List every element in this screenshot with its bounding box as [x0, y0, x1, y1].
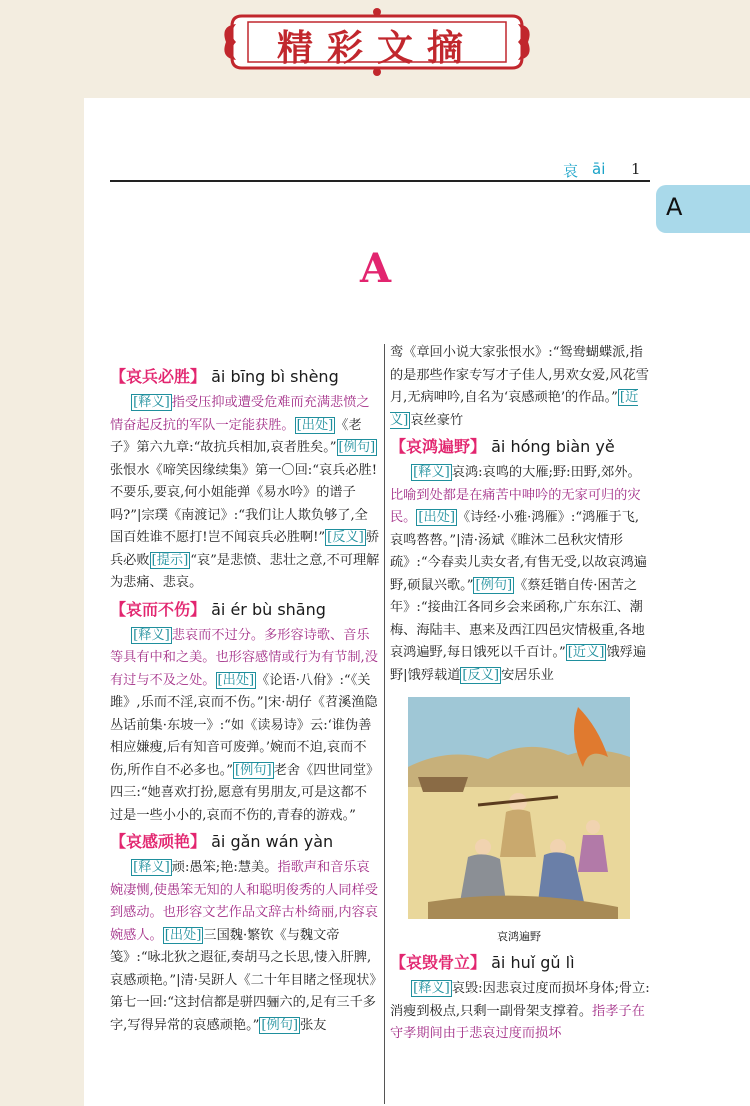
- entry-label-tag: [近义]: [567, 645, 605, 660]
- entry-text: 饿殍遍野|饿殍载道: [390, 645, 647, 683]
- entry-text: “哀”是悲愤、悲壮之意,不可理解为悲痛、悲哀。: [110, 552, 380, 590]
- entry-pinyin: āi ér bù shāng: [206, 599, 326, 619]
- entry-label-tag: [释义]: [413, 981, 450, 996]
- entry-pinyin: āi bīng bì shèng: [206, 367, 339, 386]
- entry-label-tag: [出处]: [418, 510, 456, 525]
- running-header-word: 哀: [563, 162, 579, 180]
- entry-label-tag: [释义]: [133, 860, 170, 875]
- right-column: [390, 342, 652, 687]
- entry-body: [390, 978, 652, 1046]
- illustration-refugees: [408, 697, 630, 919]
- entry-definition-highlight: 指受压抑或遭受危难而充满悲愤之情奋起反抗的军队一定能获胜。: [110, 395, 370, 433]
- entry-label-tag: [出处]: [296, 417, 334, 433]
- entry-definition-highlight: 悲哀而不过分。多形容诗歌、音乐等具有中和之美。也形容感情或行为有节制,没有过与不及之处。: [110, 627, 378, 688]
- entry-label-tag: [例句]: [475, 577, 513, 593]
- entry-text: 哀鸿:哀鸣的大雁;野:田野,郊外。: [451, 465, 641, 480]
- section-tab-letter: A: [666, 193, 683, 221]
- entry-label-tag: [释义]: [133, 627, 170, 643]
- running-header-pinyin: āi: [592, 160, 606, 178]
- entry-pinyin: āi gǎn wán yàn: [206, 832, 334, 851]
- section-letter: A: [360, 245, 392, 292]
- entry-headword: 【哀毁骨立】: [390, 953, 487, 972]
- entry-label-tag: [例句]: [261, 1017, 299, 1033]
- entry-headword-line: [390, 950, 652, 976]
- entry-text: 三国魏·繁钦《与魏文帝笺》:“咏北狄之遐征,奏胡马之长思,悽入肝脾,哀感顽艳。”|清·吴趼人《二十年目睹之怪现状》第七一回:“这封信都是骈四骊六的,足有三千多字,写得异常的哀感顽艳。”: [110, 927, 376, 1033]
- entry-text: 张友: [300, 1017, 327, 1033]
- dictionary-entry: [390, 342, 652, 432]
- entry-text: 安居乐业: [501, 667, 554, 683]
- entry-text: 《老子》第六九章:“故抗兵相加,哀者胜矣。”: [110, 417, 362, 455]
- header-rule: [110, 180, 650, 182]
- entry-body: [110, 392, 380, 595]
- entry-headword-line: [110, 364, 380, 390]
- dictionary-entry: [110, 829, 380, 1037]
- entry-label-tag: [释义]: [133, 395, 170, 410]
- dictionary-entry: [110, 364, 380, 595]
- section-thumb-tab[interactable]: [656, 185, 750, 233]
- entry-label-tag: [提示]: [151, 552, 189, 568]
- entry-headword: 【哀鸿遍野】: [390, 437, 487, 456]
- entry-label-tag: [反义]: [327, 530, 364, 545]
- entry-headword: 【哀感顽艳】: [110, 832, 207, 851]
- entry-headword: 【哀而不伤】: [110, 599, 207, 619]
- entry-text: 哀毁:因悲哀过度而损坏身体;骨立:消瘦到极点,只剩一副骨架支撑着。: [390, 981, 650, 1019]
- entry-definition-highlight: 指孝子在守孝期间由于悲哀过度而损坏: [390, 1003, 645, 1041]
- entry-text: 骄兵必败: [110, 530, 380, 568]
- entry-definition-highlight: 指歌声和音乐哀婉凄恻,使愚笨无知的人和聪明俊秀的人同样受到感动。也形容文艺作品文辞古朴绮丽,内容哀婉感人。: [110, 860, 378, 943]
- entry-text: 《论语·八佾》:“《关雎》,乐而不淫,哀而不伤。”|宋·胡仔《苕溪渔隐丛话前集·东坡一》:“如《读易诗》云:‘谁伪善相应嫌瘦,后有知音可废弹。’婉而不迫,哀而不伤,所作自不必多也。”: [110, 672, 378, 778]
- entry-text: 《诗经·小雅·鸿雁》:“鸿雁于飞,哀鸣嗸嗸。”|清·汤斌《睢沐二邑秋灾情形疏》:“今春卖儿卖女者,有售无受,以故哀鸿遍野,硕鼠兴歌。”: [390, 510, 647, 593]
- entry-label-tag: [反义]: [462, 667, 500, 683]
- entry-label-tag: [例句]: [235, 762, 272, 778]
- entry-label-tag: [出处]: [164, 927, 202, 943]
- entry-label-tag: [释义]: [413, 465, 450, 480]
- left-column: [110, 362, 380, 1037]
- entry-text: 《蔡廷锴自传·困苦之年》:“接曲江各同乡会来函称,广东东江、潮梅、海陆丰、惠来及西江四邑灾情极重,各地哀鸿遍野,每日饿死以千百计。”: [390, 577, 645, 660]
- entry-body: [390, 462, 652, 687]
- entry-pinyin: āi hóng biàn yě: [486, 437, 615, 456]
- entry-headword-line: [390, 434, 652, 460]
- entry-headword-line: [110, 597, 380, 623]
- entry-text: 老舍《四世同堂》四三:“她喜欢打扮,愿意有男朋友,可是这都不过是一些小小的,哀而不伤的,青春的游戏。”: [110, 762, 380, 823]
- banner-title: 精彩文摘: [276, 27, 477, 69]
- entry-body: [110, 857, 380, 1037]
- entry-text: 张恨水《啼笑因缘续集》第一〇回:“哀兵必胜!不要乐,要哀,何小姐能弹《易水吟》的谱子吗?”|宗璞《南渡记》:“我们让人欺负够了,全国百姓谁不愿打!岂不闻哀兵必胜啊!”: [110, 462, 378, 545]
- entry-aihuiguli: [390, 948, 652, 1046]
- entry-label-tag: [例句]: [338, 440, 376, 455]
- entry-text: 鸾《章回小说大家张恨水》:“鸳鸯蝴蝶派,指的是那些作家专写才子佳人,男欢女爱,风花雪月,无病呻吟,自名为‘哀感顽艳’的作品。”: [390, 345, 649, 405]
- dictionary-entry: [390, 434, 652, 687]
- entry-body: [390, 342, 652, 432]
- page-number: 1: [631, 160, 641, 178]
- entry-headword-line: [110, 829, 380, 855]
- dictionary-entry: [110, 597, 380, 828]
- entry-headword: 【哀兵必胜】: [110, 367, 207, 386]
- entry-text: 哀丝豪竹: [410, 412, 464, 428]
- entry-pinyin: āi huǐ gǔ lì: [486, 953, 575, 972]
- entry-text: 顽:愚笨;艳:慧美。: [171, 860, 278, 875]
- entry-label-tag: [出处]: [217, 672, 255, 688]
- entry-label-tag: [近义]: [390, 390, 639, 428]
- dictionary-entry: [390, 950, 652, 1046]
- column-divider: [384, 344, 385, 1104]
- entry-body: [110, 625, 380, 828]
- title-banner: [222, 6, 532, 78]
- illustration-caption: 哀鸿遍野: [497, 930, 541, 943]
- entry-definition-highlight: 比喻到处都是在痛苦中呻吟的无家可归的灾民。: [390, 487, 641, 525]
